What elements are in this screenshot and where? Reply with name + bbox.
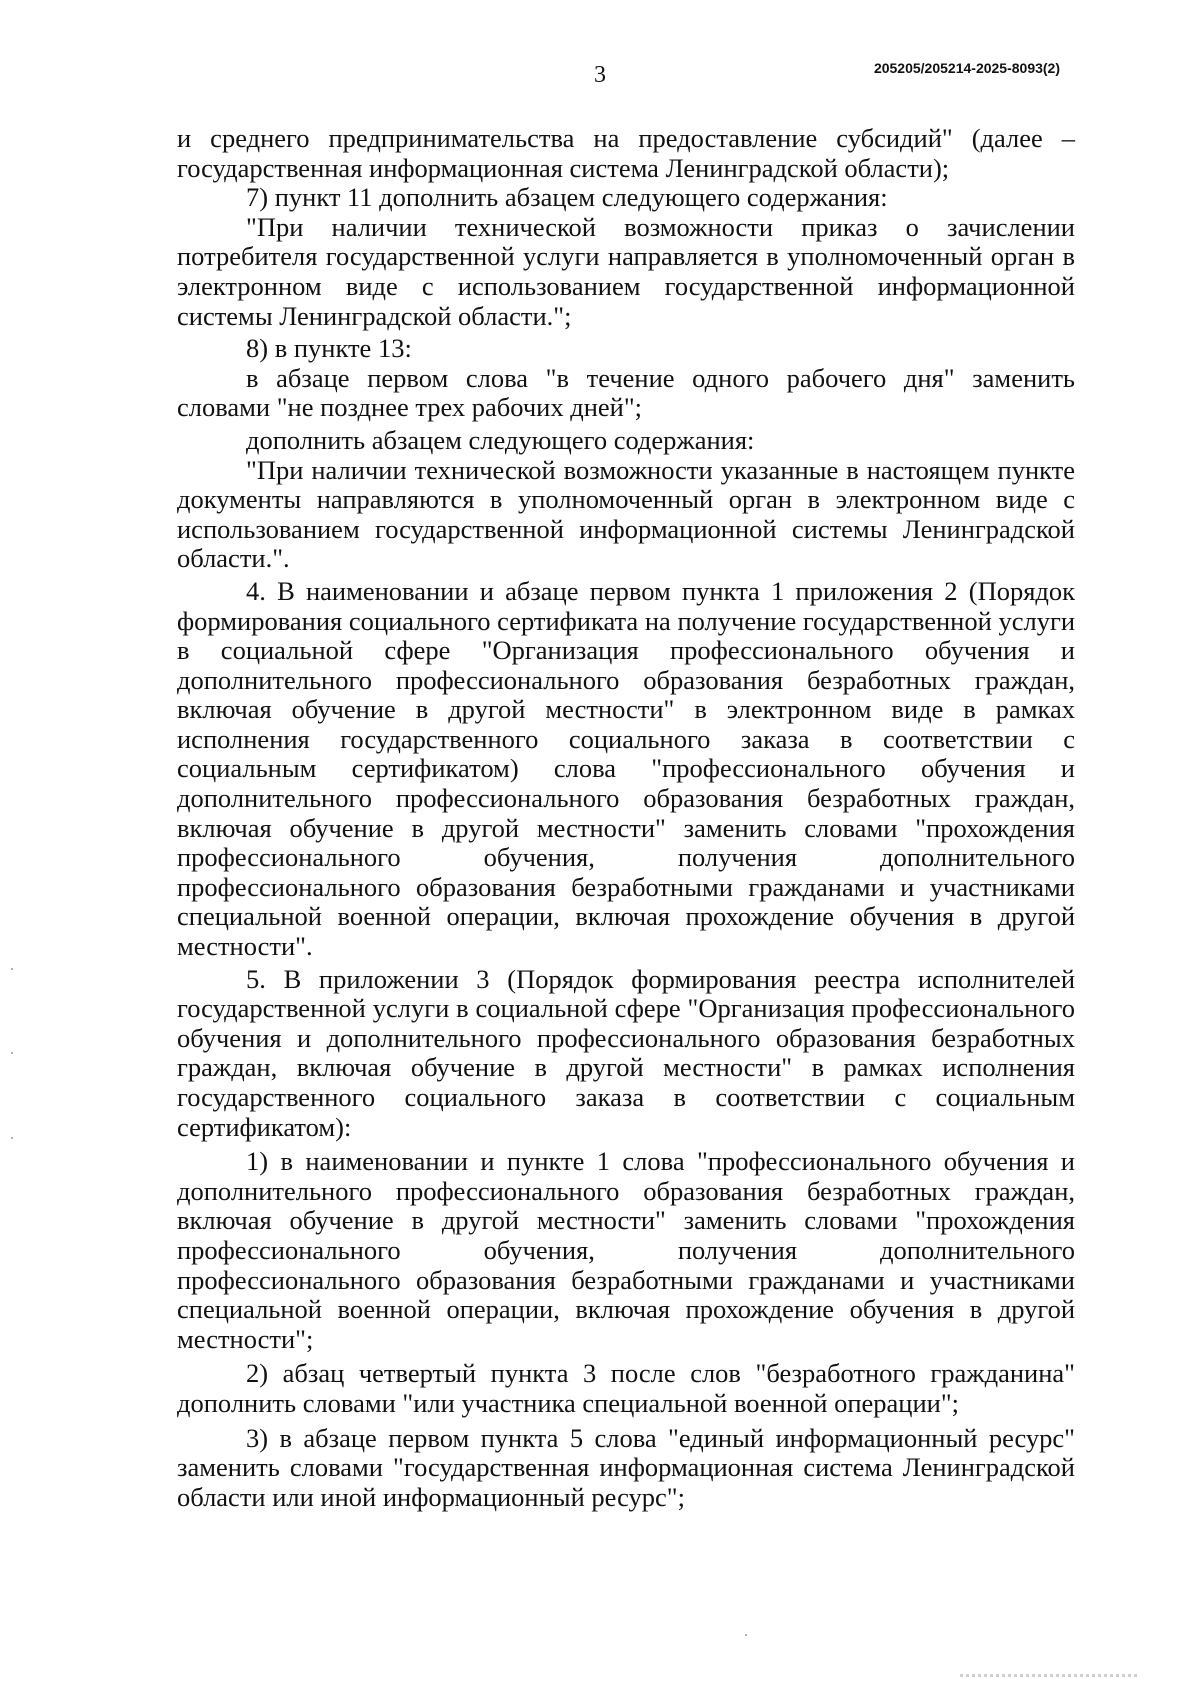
paragraph-item-8: 8) в пункте 13: — [246, 333, 412, 364]
paragraph-continuation: и среднего предпринимательства на предоставление субсидий" (далее – государственная информационная система Ленинградской области); — [177, 123, 1075, 183]
paragraph-item-7: 7) пункт 11 дополнить абзацем следующего содержания: — [246, 182, 888, 213]
paragraph-point-4: 4. В наименовании и абзаце первом пункта 1 приложения 2 (Порядок формирования социального сертификата на получение государственной услуги в социальной сфере "Организация профессионального обучения и дополнительного профессионального образования безработных граждан, включая обучение в другой местности" в электронном виде в рамках исполнения государственного социального заказа в соответствии с социальным сертификатом) слова "профессионального обучения и дополнительного профессионального образования безработных граждан, включая обучение в другой местности" заменить словами "прохождения профессионального обучения, получения дополнительного профессионального образования безработными гражданами и участниками специальной военной операции, включая прохождение обучения в другой местности". — [177, 575, 1075, 962]
paragraph-subitem-3: 3) в абзаце первом пункта 5 слова "единый информационный ресурс" заменить словами "государственная информационная система Ленинградской области или иной информационный ресурс"; — [177, 1422, 1075, 1512]
page-number: 3 — [594, 62, 606, 88]
paragraph-quote-documents: "При наличии технической возможности указанные в настоящем пункте документы направляются в уполномоченный орган в электронном виде с использованием государственной информационной системы Ленинградской области.". — [177, 454, 1075, 574]
scan-speck — [11, 1137, 13, 1139]
paragraph-point-5: 5. В приложении 3 (Порядок формирования реестра исполнителей государственной услуги в социальной сфере "Организация профессионального обучения и дополнительного профессионального образования безработных граждан, включая обучение в другой местности" в рамках исполнения государственного социального заказа в соответствии с социальным сертификатом): — [177, 963, 1075, 1142]
paragraph-quote-order-enrollment: "При наличии технической возможности приказ о зачислении потребителя государственной услуги направляется в уполномоченный орган в электронном виде с использованием государственной информационной системы Ленинградской области."; — [177, 211, 1075, 331]
paragraph-add-abstract: дополнить абзацем следующего содержания: — [246, 424, 755, 455]
scan-speck — [745, 1634, 747, 1636]
scan-speck — [11, 968, 13, 970]
scan-artifact — [960, 1674, 1140, 1677]
document-body — [177, 124, 1075, 1512]
document-id: 205205/205214-2025-8093(2) — [873, 60, 1060, 76]
scan-speck — [11, 1052, 13, 1054]
paragraph-subitem-1: 1) в наименовании и пункте 1 слова "профессионального обучения и дополнительного профессионального образования безработных граждан, включая обучение в другой местности" заменить словами "прохождения профессионального обучения, получения дополнительного профессионального образования безработными гражданами и участниками специальной военной операции, включая прохождение обучения в другой местности"; — [177, 1146, 1075, 1354]
paragraph-subitem-2: 2) абзац четвертый пункта 3 после слов "безработного гражданина" дополнить словами "или участника специальной военной операции"; — [177, 1358, 1075, 1418]
paragraph-replace-deadline: в абзаце первом слова "в течение одного рабочего дня" заменить словами "не позднее трех рабочих дней"; — [177, 362, 1075, 423]
